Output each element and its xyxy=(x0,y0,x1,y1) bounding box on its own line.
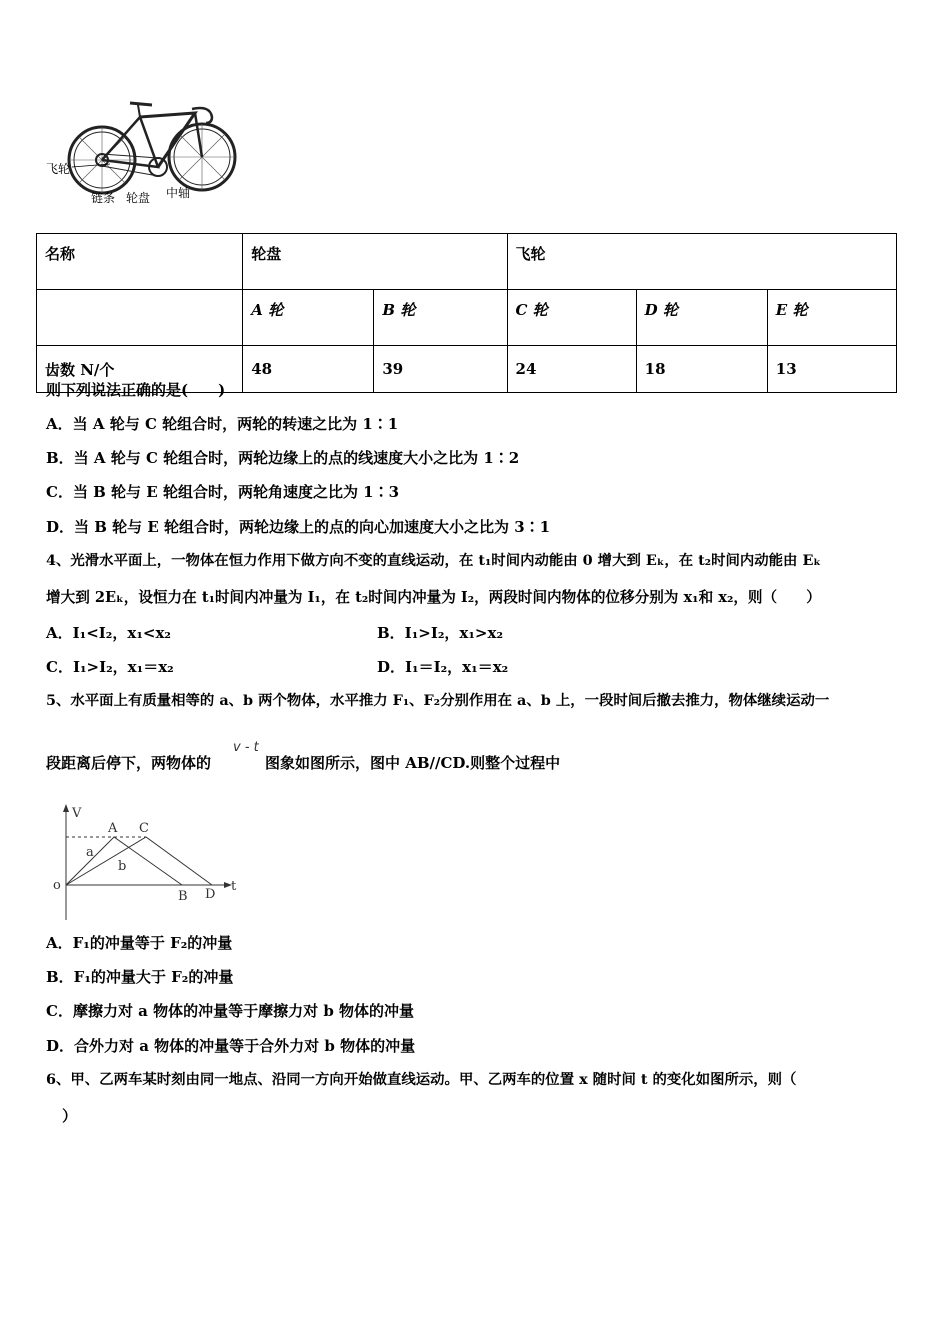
q4-option-b: B．I₁>I₂，x₁>x₂ xyxy=(377,624,504,642)
gear-table xyxy=(36,233,897,393)
teeth-d: 18 xyxy=(636,346,767,393)
q4-option-d: D．I₁＝I₂，x₁＝x₂ xyxy=(377,658,509,676)
chainring-label: 轮盘 xyxy=(126,191,151,205)
teeth-a: 48 xyxy=(243,346,374,393)
teeth-e: 13 xyxy=(767,346,896,393)
q5-option-c: C．摩擦力对 a 物体的冲量等于摩擦力对 b 物体的冲量 xyxy=(46,1002,415,1020)
vt-graph-label-v: V xyxy=(72,806,82,821)
wheel-c: C 轮 xyxy=(507,290,636,346)
q3-option-c: C．当 B 轮与 E 轮组合时，两轮角速度之比为 1∶3 xyxy=(46,483,400,501)
vt-graph-label-o: o xyxy=(53,878,61,893)
flywheel-pointer xyxy=(72,160,112,172)
q3-stem: 则下列说法正确的是( ) xyxy=(46,381,226,399)
wheel-e: E 轮 xyxy=(767,290,896,346)
q5-line2b: 图象如图所示，图中 AB//CD.则整个过程中 xyxy=(265,754,561,772)
q5-line1: 5、水平面上有质量相等的 a、b 两个物体，水平推力 F₁、F₂分别作用在 a、b 上，一段时间后撤去推力，物体继续运动一 xyxy=(46,692,830,709)
q6-line2: ） xyxy=(62,1107,78,1125)
q4-line2: 增大到 2Eₖ，设恒力在 t₁时间内冲量为 I₁，在 t₂时间内冲量为 I₂，两段时间内物体的位移分别为 x₁和 x₂，则（ ） xyxy=(46,589,821,606)
q4-option-a: A．I₁<I₂，x₁<x₂ xyxy=(46,624,171,642)
q5-option-a: A．F₁的冲量等于 F₂的冲量 xyxy=(46,934,233,952)
table-header-name: 名称 xyxy=(37,234,243,290)
axle-label: 中轴 xyxy=(166,186,191,200)
q4-option-c: C．I₁>I₂，x₁＝x₂ xyxy=(46,658,174,676)
flywheel-label: 飞轮 xyxy=(46,162,71,176)
table-cell-empty xyxy=(37,290,243,346)
vt-graph-label-a: a xyxy=(86,845,94,860)
vt-graph-label-B: B xyxy=(178,889,188,904)
vt-graph-y-arrow xyxy=(63,804,69,812)
q3-option-a: A．当 A 轮与 C 轮组合时，两轮的转速之比为 1∶1 xyxy=(46,415,399,433)
vt-graph-label-A: A xyxy=(108,821,118,836)
q5-option-d: D．合外力对 a 物体的冲量等于合外力对 b 物体的冲量 xyxy=(46,1037,416,1055)
vt-graph-label-b: b xyxy=(118,859,127,874)
vt-graph-label-D: D xyxy=(205,887,216,902)
q6-line1: 6、甲、乙两车某时刻由同一地点、沿同一方向开始做直线运动。甲、乙两车的位置 x 随时间 t 的变化如图所示，则（ xyxy=(46,1071,797,1088)
vt-graph-label-C: C xyxy=(139,821,149,836)
q5-vt-symbol: v - t xyxy=(233,740,259,755)
table-header-row xyxy=(37,234,897,290)
teeth-row-label: 齿数 N/个 xyxy=(37,346,243,393)
wheel-d: D 轮 xyxy=(636,290,767,346)
wheel-a: A 轮 xyxy=(243,290,374,346)
chain-label: 链条 xyxy=(91,191,116,205)
wheel-b: B 轮 xyxy=(374,290,507,346)
q5-option-b: B．F₁的冲量大于 F₂的冲量 xyxy=(46,968,234,986)
teeth-c: 24 xyxy=(507,346,636,393)
q5-line2a: 段距离后停下，两物体的 xyxy=(46,754,212,772)
table-header-chainring: 轮盘 xyxy=(243,234,507,290)
vt-graph-label-t: t xyxy=(231,879,237,894)
vt-graph xyxy=(48,800,248,925)
table-header-flywheel: 飞轮 xyxy=(507,234,896,290)
q4-line1: 4、光滑水平面上，一物体在恒力作用下做方向不变的直线运动，在 t₁时间内动能由 0 增大到 Eₖ，在 t₂时间内动能由 Eₖ xyxy=(46,552,821,569)
teeth-b: 39 xyxy=(374,346,507,393)
q3-option-d: D．当 B 轮与 E 轮组合时，两轮边缘上的点的向心加速度大小之比为 3∶1 xyxy=(46,518,551,536)
table-wheel-row xyxy=(37,290,897,346)
q3-option-b: B．当 A 轮与 C 轮组合时，两轮边缘上的点的线速度大小之比为 1∶2 xyxy=(46,449,520,467)
